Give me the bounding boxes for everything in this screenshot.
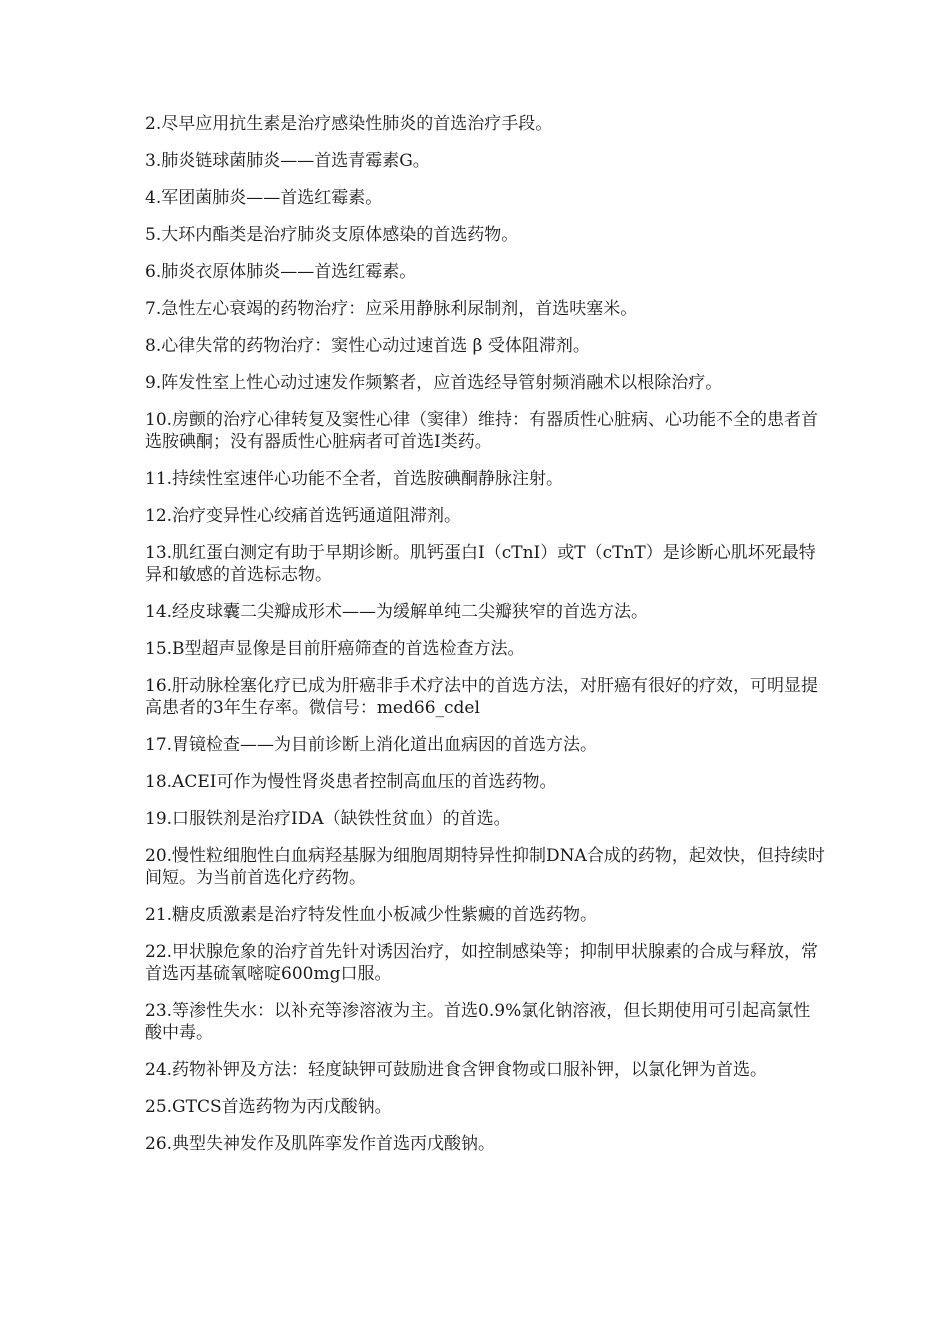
paragraph: 12.治疗变异性心绞痛首选钙通道阻滞剂。	[145, 506, 462, 526]
paragraph: 24.药物补钾及方法：轻度缺钾可鼓励进食含钾食物或口服补钾，以氯化钾为首选。	[145, 1060, 768, 1080]
paragraph: 14.经皮球囊二尖瓣成形术——为缓解单纯二尖瓣狭窄的首选方法。	[145, 602, 649, 622]
paragraph: 25.GTCS首选药物为丙戊酸钠。	[145, 1097, 392, 1117]
paragraph: 8.心律失常的药物治疗：窦性心动过速首选 β 受体阻滞剂。	[145, 336, 590, 356]
paragraph: 9.阵发性室上性心动过速发作频繁者，应首选经导管射频消融术以根除治疗。	[145, 373, 723, 393]
paragraph: 6.肺炎衣原体肺炎——首选红霉素。	[145, 262, 417, 282]
paragraph: 22.甲状腺危象的治疗首先针对诱因治疗，如控制感染等；抑制甲状腺素的合成与释放，常首选丙基硫氧嘧啶600mg口服。	[145, 942, 819, 984]
paragraph: 26.典型失神发作及肌阵挛发作首选丙戊酸钠。	[145, 1134, 496, 1154]
paragraph: 2.尽早应用抗生素是治疗感染性肺炎的首选治疗手段。	[145, 114, 553, 134]
paragraph: 15.B型超声显像是目前肝癌筛查的首选检查方法。	[145, 639, 525, 659]
paragraph: 16.肝动脉栓塞化疗已成为肝癌非手术疗法中的首选方法，对肝癌有很好的疗效，可明显提高患者的3年生存率。微信号：med66_cdel	[145, 676, 819, 718]
paragraph: 20.慢性粒细胞性白血病羟基脲为细胞周期特异性抑制DNA合成的药物，起效快，但持续时间短。为当前首选化疗药物。	[145, 846, 825, 888]
paragraph: 13.肌红蛋白测定有助于早期诊断。肌钙蛋白Ⅰ（cTnI）或T（cTnT）是诊断心肌坏死最特异和敏感的首选标志物。	[145, 543, 816, 585]
paragraph: 17.胃镜检查——为目前诊断上消化道出血病因的首选方法。	[145, 735, 598, 755]
paragraph: 4.军团菌肺炎——首选红霉素。	[145, 188, 383, 208]
document-body	[145, 113, 825, 1170]
paragraph: 18.ACEI可作为慢性肾炎患者控制高血压的首选药物。	[145, 772, 557, 792]
paragraph: 19.口服铁剂是治疗IDA（缺铁性贫血）的首选。	[145, 809, 511, 829]
paragraph: 23.等渗性失水：以补充等渗溶液为主。首选0.9%氯化钠溶液，但长期使用可引起高氯性酸中毒。	[145, 1001, 811, 1043]
paragraph: 5.大环内酯类是治疗肺炎支原体感染的首选药物。	[145, 225, 519, 245]
paragraph: 21.糖皮质激素是治疗特发性血小板减少性紫癜的首选药物。	[145, 905, 598, 925]
paragraph: 11.持续性室速伴心功能不全者，首选胺碘酮静脉注射。	[145, 469, 564, 489]
paragraph: 10.房颤的治疗心律转复及窦性心律（窦律）维持：有器质性心脏病、心功能不全的患者首选胺碘酮；没有器质性心脏病者可首选Ⅰ类药。	[145, 410, 819, 452]
paragraph: 7.急性左心衰竭的药物治疗：应采用静脉利尿制剂，首选呋塞米。	[145, 299, 638, 319]
paragraph: 3.肺炎链球菌肺炎——首选青霉素G。	[145, 151, 430, 171]
